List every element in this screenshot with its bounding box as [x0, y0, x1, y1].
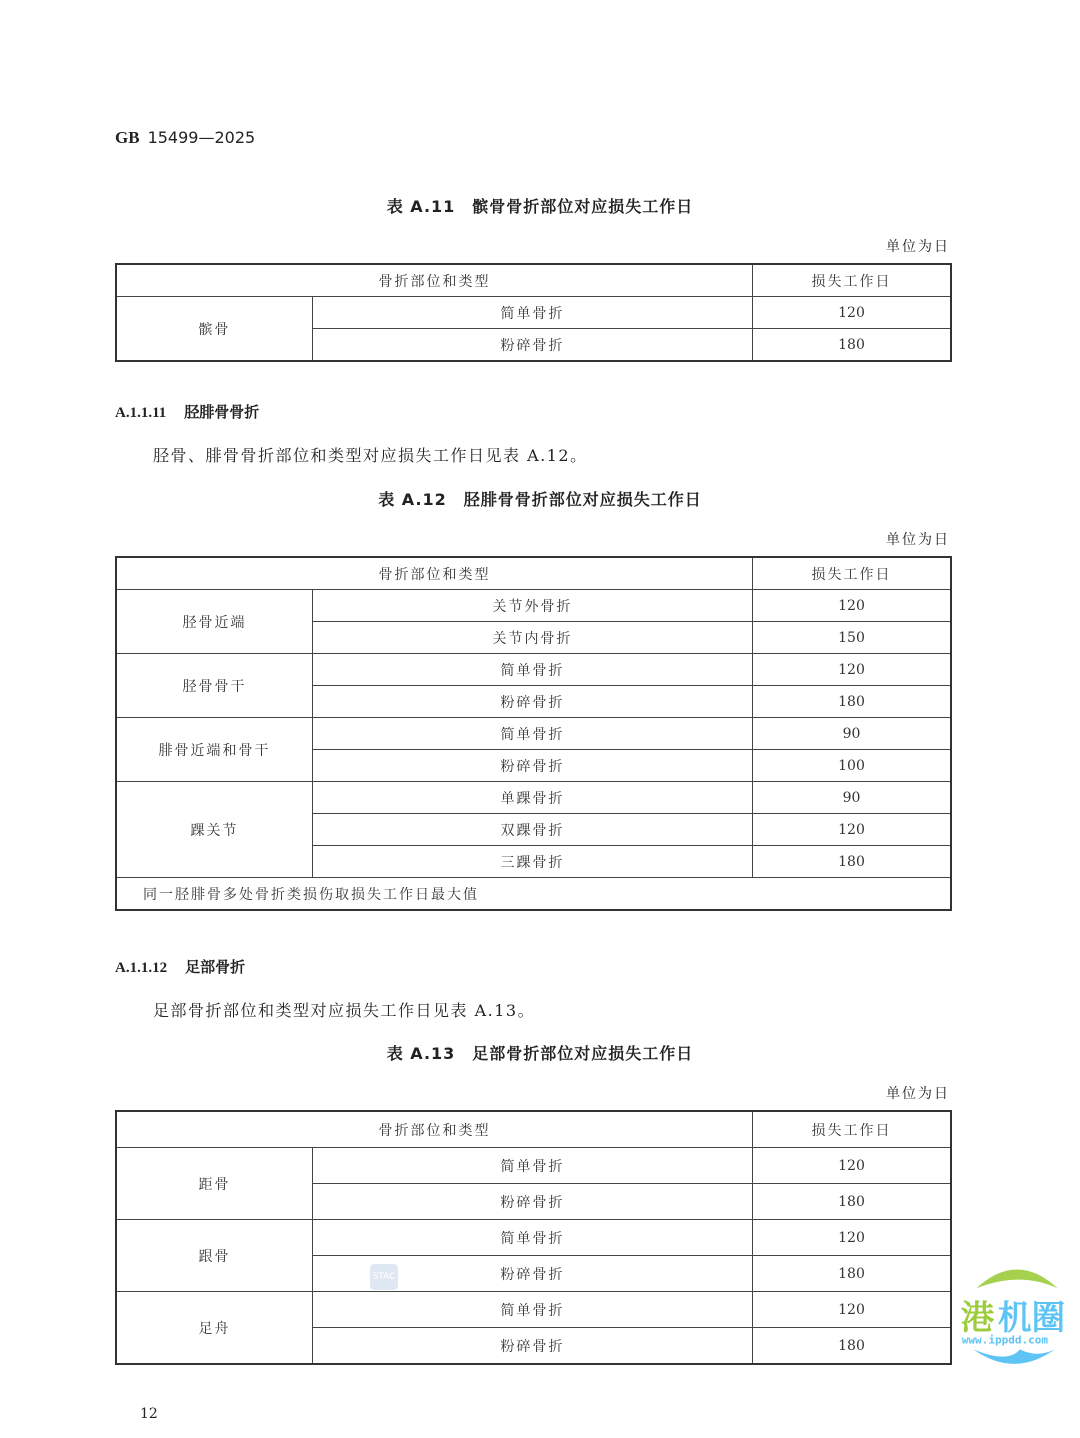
lost-days-cell: 90	[753, 782, 952, 814]
bone-part-cell: 髌骨	[116, 297, 313, 362]
lost-days-cell: 120	[753, 297, 952, 329]
table-row	[116, 718, 951, 750]
table-a11-title: 表 A.11 髌骨骨折部位对应损失工作日	[386, 197, 694, 216]
table-row	[116, 590, 951, 622]
lost-days-cell: 180	[753, 846, 952, 878]
note-row	[116, 878, 951, 911]
header-row	[116, 264, 951, 297]
fracture-type-cell: 简单骨折	[313, 1220, 753, 1256]
col-header-part: 骨折部位和类型	[116, 1111, 753, 1148]
paragraph: 足部骨折部位和类型对应损失工作日见表 A.13。	[153, 1001, 536, 1020]
section-title: 足部骨折	[185, 958, 246, 976]
bone-part-cell: 胫骨近端	[116, 590, 313, 654]
svg-text:机圈: 机圈	[997, 1298, 1066, 1338]
col-header-part: 骨折部位和类型	[116, 264, 753, 297]
table-row	[116, 782, 951, 814]
unit-label: 单位为日	[886, 239, 950, 255]
std-prefix: GB	[115, 128, 140, 147]
header-row	[116, 557, 951, 590]
fracture-type-cell: 三踝骨折	[313, 846, 753, 878]
lost-days-cell: 120	[753, 1292, 952, 1328]
section-heading	[115, 956, 245, 977]
lost-days-cell: 120	[753, 814, 952, 846]
unit-label: 单位为日	[886, 1086, 950, 1102]
col-header-days: 损失工作日	[753, 1111, 952, 1148]
fracture-type-cell: 简单骨折	[313, 1148, 753, 1184]
table-note: 同一胫腓骨多处骨折类损伤取损失工作日最大值	[116, 878, 951, 911]
col-header-part: 骨折部位和类型	[116, 557, 753, 590]
col-header-days: 损失工作日	[753, 264, 952, 297]
col-header-days: 损失工作日	[753, 557, 952, 590]
table-row	[116, 297, 951, 329]
lost-days-cell: 120	[753, 1220, 952, 1256]
bone-part-cell: 跟骨	[116, 1220, 313, 1292]
lost-days-cell: 180	[753, 329, 952, 362]
fracture-type-cell: 粉碎骨折	[313, 1328, 753, 1365]
fracture-type-cell: 单踝骨折	[313, 782, 753, 814]
page-number: 12	[140, 1406, 158, 1422]
lost-days-cell: 120	[753, 654, 952, 686]
fracture-type-cell: 关节内骨折	[313, 622, 753, 654]
lost-days-cell: 120	[753, 590, 952, 622]
lost-days-cell: 180	[753, 1256, 952, 1292]
bone-part-cell: 足舟	[116, 1292, 313, 1365]
fracture-type-cell: 粉碎骨折	[313, 686, 753, 718]
lost-days-cell: 180	[753, 686, 952, 718]
section-title: 胫腓骨骨折	[184, 403, 260, 421]
lost-days-cell: 120	[753, 1148, 952, 1184]
table-row	[116, 1292, 951, 1328]
table-a13-title: 表 A.13 足部骨折部位对应损失工作日	[386, 1044, 694, 1063]
table-row	[116, 1148, 951, 1184]
bone-part-cell: 腓骨近端和骨干	[116, 718, 313, 782]
unit-label: 单位为日	[886, 532, 950, 548]
fracture-type-cell: 粉碎骨折	[313, 750, 753, 782]
table-a11	[115, 263, 952, 362]
stac-stamp: STAC	[370, 1264, 398, 1290]
watermark-logo	[956, 1262, 1078, 1367]
fracture-type-cell: 简单骨折	[313, 297, 753, 329]
fracture-type-cell: 粉碎骨折	[313, 1184, 753, 1220]
fracture-type-cell: 粉碎骨折	[313, 1256, 753, 1292]
lost-days-cell: 180	[753, 1184, 952, 1220]
table-row	[116, 1220, 951, 1256]
section-heading	[115, 401, 259, 422]
fracture-type-cell: 关节外骨折	[313, 590, 753, 622]
fracture-type-cell: 简单骨折	[313, 718, 753, 750]
svg-text:港: 港	[960, 1298, 995, 1338]
table-a12	[115, 556, 952, 911]
paragraph: 胫骨、腓骨骨折部位和类型对应损失工作日见表 A.12。	[153, 446, 588, 465]
lost-days-cell: 90	[753, 718, 952, 750]
lost-days-cell: 180	[753, 1328, 952, 1365]
lost-days-cell: 100	[753, 750, 952, 782]
section-number: A.1.1.11	[115, 405, 167, 421]
std-number: 15499—2025	[147, 128, 256, 147]
fracture-type-cell: 简单骨折	[313, 654, 753, 686]
fracture-type-cell: 双踝骨折	[313, 814, 753, 846]
fracture-type-cell: 粉碎骨折	[313, 329, 753, 362]
table-row	[116, 654, 951, 686]
header-row	[116, 1111, 951, 1148]
table-a13	[115, 1110, 952, 1365]
lost-days-cell: 150	[753, 622, 952, 654]
bone-part-cell: 距骨	[116, 1148, 313, 1220]
table-a12-title: 表 A.12 胫腓骨骨折部位对应损失工作日	[378, 490, 702, 509]
fracture-type-cell: 简单骨折	[313, 1292, 753, 1328]
svg-text:www.ippdd.com: www.ippdd.com	[961, 1333, 1049, 1347]
standard-number	[115, 128, 255, 148]
section-number: A.1.1.12	[115, 960, 168, 976]
bone-part-cell: 胫骨骨干	[116, 654, 313, 718]
bone-part-cell: 踝关节	[116, 782, 313, 878]
